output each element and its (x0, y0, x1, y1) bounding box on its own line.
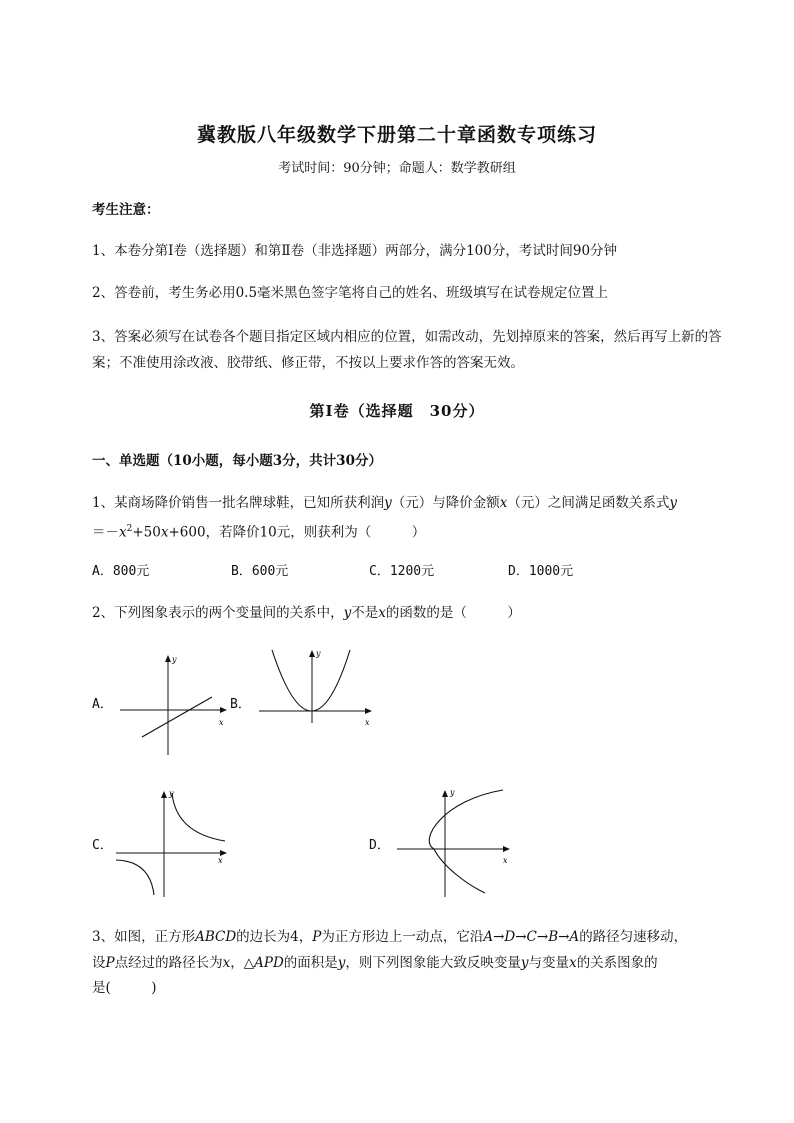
x-axis-label: x (219, 718, 224, 727)
y-axis-arrow (161, 791, 167, 798)
graph-line (142, 697, 212, 737)
y-axis-arrow (309, 650, 315, 657)
page-subtitle: 考试时间：90分钟；命题人：数学教研组 (278, 161, 516, 176)
q1-option-b[interactable]: B．600元 (231, 564, 289, 579)
q2-graph-a[interactable] (115, 650, 230, 760)
q2-option-c-label[interactable]: C． (92, 838, 113, 853)
q1-option-c[interactable]: C．1200元 (369, 564, 435, 579)
y-axis-label: y (172, 655, 177, 664)
question-3-line-1: 3、如图，正方形ABCD的边长为4，P为正方形边上一动点，它沿A→D→C→B→A的路径匀速移动， (92, 929, 688, 945)
y-axis-label: y (450, 788, 455, 797)
y-axis-label: y (316, 649, 321, 658)
q2-graph-c[interactable] (112, 785, 232, 900)
x-axis-arrow (365, 708, 372, 714)
notice-heading: 考生注意： (92, 202, 160, 218)
y-axis-arrow (165, 655, 171, 662)
sideways-parabola-curve (429, 790, 503, 893)
part-heading: 一、单选题（10小题，每小题3分，共计30分） (92, 453, 382, 469)
x-axis-label: x (365, 718, 370, 727)
q1-option-a[interactable]: A．800元 (92, 564, 150, 579)
q1-option-d[interactable]: D．1000元 (508, 564, 574, 579)
question-1-line-2: $=-x^2+50x+600$，若降价10元，则获利为（ ） (92, 524, 426, 541)
x-axis-arrow (220, 707, 227, 713)
question-3-line-2: 设P点经过的路径长为x，△APD的面积是y，则下列图象能大致反映变量y与变量x的关系图象的 (92, 955, 658, 971)
q2-option-a-label[interactable]: A． (92, 697, 113, 712)
question-3-line-3: 是( ) (92, 980, 157, 996)
y-axis-arrow (442, 790, 448, 797)
parabola-curve (272, 650, 350, 711)
page-title: 冀教版八年级数学下册第二十章函数专项练习 (196, 124, 597, 146)
notice-item-1: 1、本卷分第Ⅰ卷（选择题）和第Ⅱ卷（非选择题）两部分，满分100分，考试时间90分钟 (92, 243, 618, 259)
y-axis-label: y (169, 789, 174, 798)
q2-option-d-label[interactable]: D． (369, 838, 390, 853)
x-axis-label: x (218, 856, 223, 865)
q2-option-b-label[interactable]: B． (230, 697, 251, 712)
q2-graph-b[interactable] (255, 645, 380, 730)
q2-graph-d[interactable] (393, 785, 518, 900)
notice-item-2: 2、答卷前，考生务必用0.5毫米黑色签字笔将自己的姓名、班级填写在试卷规定位置上 (92, 285, 609, 301)
x-axis-arrow (503, 846, 510, 852)
hyperbola-branch-2 (116, 860, 154, 895)
question-2-text: 2、下列图象表示的两个变量间的关系中，y不是x的函数的是（ ） (92, 605, 521, 621)
question-1-line-1: 1、某商场降价销售一批名牌球鞋，已知所获利润y（元）与降价金额x（元）之间满足函数关系式y (92, 495, 677, 511)
section-title: 第Ⅰ卷（选择题 30分） (309, 402, 485, 420)
x-axis-label: x (503, 856, 508, 865)
hyperbola-branch-1 (172, 793, 225, 841)
notice-item-3: 3、答案必须写在试卷各个题目指定区域内相应的位置，如需改动，先划掉原来的答案，然后再写上新的答案；不准使用涂改液、胶带纸、修正带，不按以上要求作答的答案无效。 (92, 329, 722, 371)
